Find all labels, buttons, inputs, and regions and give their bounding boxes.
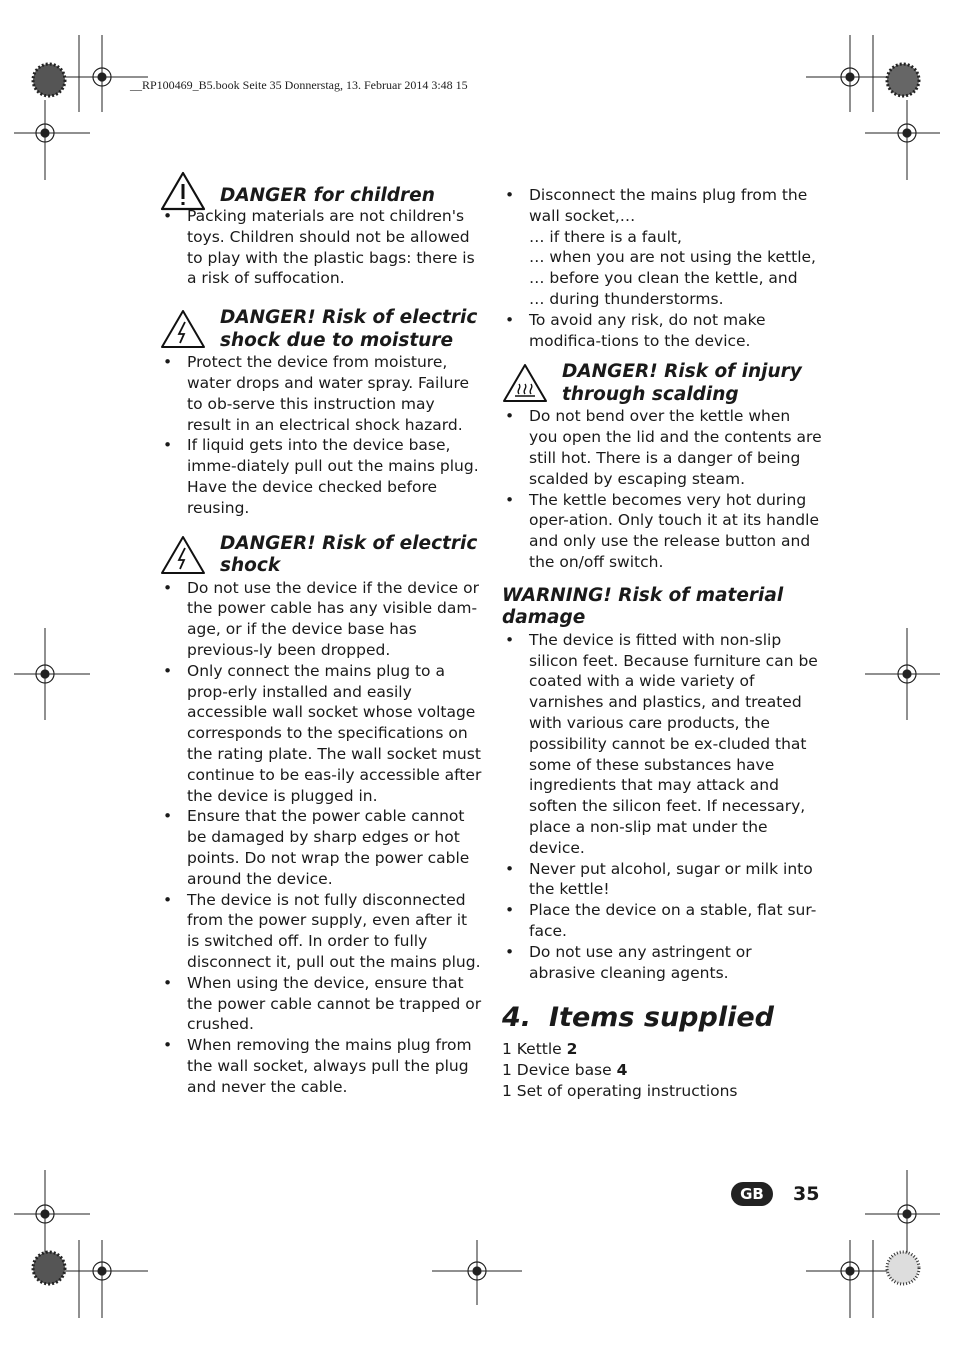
- list-item: • Ensure that the power cable cannot be damaged by sharp edges or hot points. Do not wrap the power cable around the device.: [160, 806, 482, 889]
- list-item: • When removing the mains plug from the wall socket, always pull the plug and never the cable.: [160, 1035, 482, 1097]
- language-badge: GB: [731, 1182, 773, 1206]
- danger-moisture-title-line2: shock due to moisture: [220, 329, 454, 351]
- items-supplied-list: [502, 1039, 822, 1101]
- list-item: • Do not bend over the kettle when you open the lid and the contents are still hot. There is a danger of being scalded by escaping steam.: [502, 406, 822, 489]
- left-column: [160, 185, 482, 1097]
- supplied-item-text: 1 Set of operating instructions: [502, 1081, 738, 1100]
- modification-list: [502, 310, 822, 352]
- list-item: • Place the device on a stable, flat sur-face.: [502, 900, 822, 942]
- warning-material-heading: [502, 585, 822, 630]
- hot-surface-icon: [502, 363, 548, 403]
- right-column: [502, 185, 822, 1102]
- disconnect-lead: • Disconnect the mains plug from the wall socket,…: [529, 186, 808, 225]
- list-item: • If liquid gets into the device base, imme-diately pull out the mains plug. Have the device checked before reusing.: [160, 435, 482, 518]
- danger-scalding-heading: [502, 361, 822, 406]
- supplied-item: [502, 1039, 822, 1060]
- page-number: 35: [793, 1183, 820, 1205]
- list-item: • To avoid any risk, do not make modifica-tions to the device.: [502, 310, 822, 352]
- danger-moisture-heading: [160, 307, 482, 352]
- electric-shock-icon: [160, 309, 206, 349]
- warning-material-title-line1: WARNING! Risk of material: [502, 584, 784, 606]
- list-item: [502, 185, 822, 227]
- supplied-item: [502, 1081, 822, 1102]
- danger-scalding-list: [502, 406, 822, 572]
- list-item: • The kettle becomes very hot during oper-ation. Only touch it at its handle and only use the release button and the on/off switch.: [502, 490, 822, 573]
- list-item: • Only connect the mains plug to a prop-erly installed and easily accessible wall socket whose voltage corresponds to the specifications on the rating plate. The wall socket must continue to be eas-ily accessible after the device is plugged in.: [160, 661, 482, 807]
- electric-shock-icon: [160, 535, 206, 575]
- supplied-item-text: 1 Device base: [502, 1061, 617, 1080]
- section-title: Items supplied: [549, 1002, 774, 1034]
- supplied-item-ref: 2: [566, 1040, 578, 1059]
- danger-electric-heading: [160, 533, 482, 578]
- page-footer: [731, 1182, 819, 1206]
- sub-item: … if there is a fault,: [529, 227, 682, 246]
- list-item: • The device is fitted with non-slip silicon feet. Because furniture can be coated with a wide variety of varnishes and plastics, and treated with various care products, the possibility cannot be ex-cluded that some of these substances have ingredients that may attack and soften the silicon feet. If necessary, place a non-slip mat under the device.: [502, 630, 822, 859]
- items-supplied-heading: [502, 1001, 822, 1035]
- list-item: • Do not use the device if the device or the power cable has any visible dam-age, or if the device base has previous-ly been dropped.: [160, 578, 482, 661]
- file-info-header: __RP100469_B5.book Seite 35 Donnerstag, 13. Februar 2014 3:48 15: [130, 78, 468, 92]
- danger-scalding-title-line2: through scalding: [562, 383, 739, 405]
- list-item: • The device is not fully disconnected from the power supply, even after it is switched off. In order to fully disconnect it, pull out the mains plug.: [160, 890, 482, 973]
- danger-children-title: DANGER for children: [220, 185, 435, 206]
- danger-children-list: [160, 206, 482, 289]
- danger-moisture-list: [160, 352, 482, 518]
- list-item: • Packing materials are not children's toys. Children should not be allowed to play with the plastic bags: there is a risk of suffocation.: [160, 206, 482, 289]
- list-item: • When using the device, ensure that the power cable cannot be trapped or crushed.: [160, 973, 482, 1035]
- supplied-item-ref: 4: [616, 1061, 628, 1080]
- section-number: 4.: [502, 1002, 532, 1034]
- warning-exclamation-icon: [160, 171, 206, 211]
- danger-moisture-title-line1: DANGER! Risk of electric: [220, 307, 478, 329]
- list-item: • Never put alcohol, sugar or milk into the kettle!: [502, 859, 822, 901]
- disconnect-sub-list: [502, 227, 822, 310]
- danger-electric-list: [160, 578, 482, 1098]
- supplied-item-text: 1 Kettle: [502, 1040, 567, 1059]
- supplied-item: [502, 1060, 822, 1081]
- sub-item: … during thunderstorms.: [529, 289, 724, 308]
- sub-item: … before you clean the kettle, and: [529, 269, 798, 288]
- sub-item: … when you are not using the kettle,: [529, 248, 816, 267]
- list-item: • Protect the device from moisture, water drops and water spray. Failure to ob-serve this instruction may result in an electrical shock hazard.: [160, 352, 482, 435]
- danger-scalding-title-line1: DANGER! Risk of injury: [562, 361, 802, 383]
- warning-material-title-line2: damage: [502, 607, 586, 629]
- list-item: • Do not use any astringent or abrasive cleaning agents.: [502, 942, 822, 984]
- disconnect-list: [502, 185, 822, 227]
- danger-electric-title-line2: shock: [220, 555, 281, 577]
- danger-electric-title-line1: DANGER! Risk of electric: [220, 532, 478, 554]
- warning-material-list: [502, 630, 822, 984]
